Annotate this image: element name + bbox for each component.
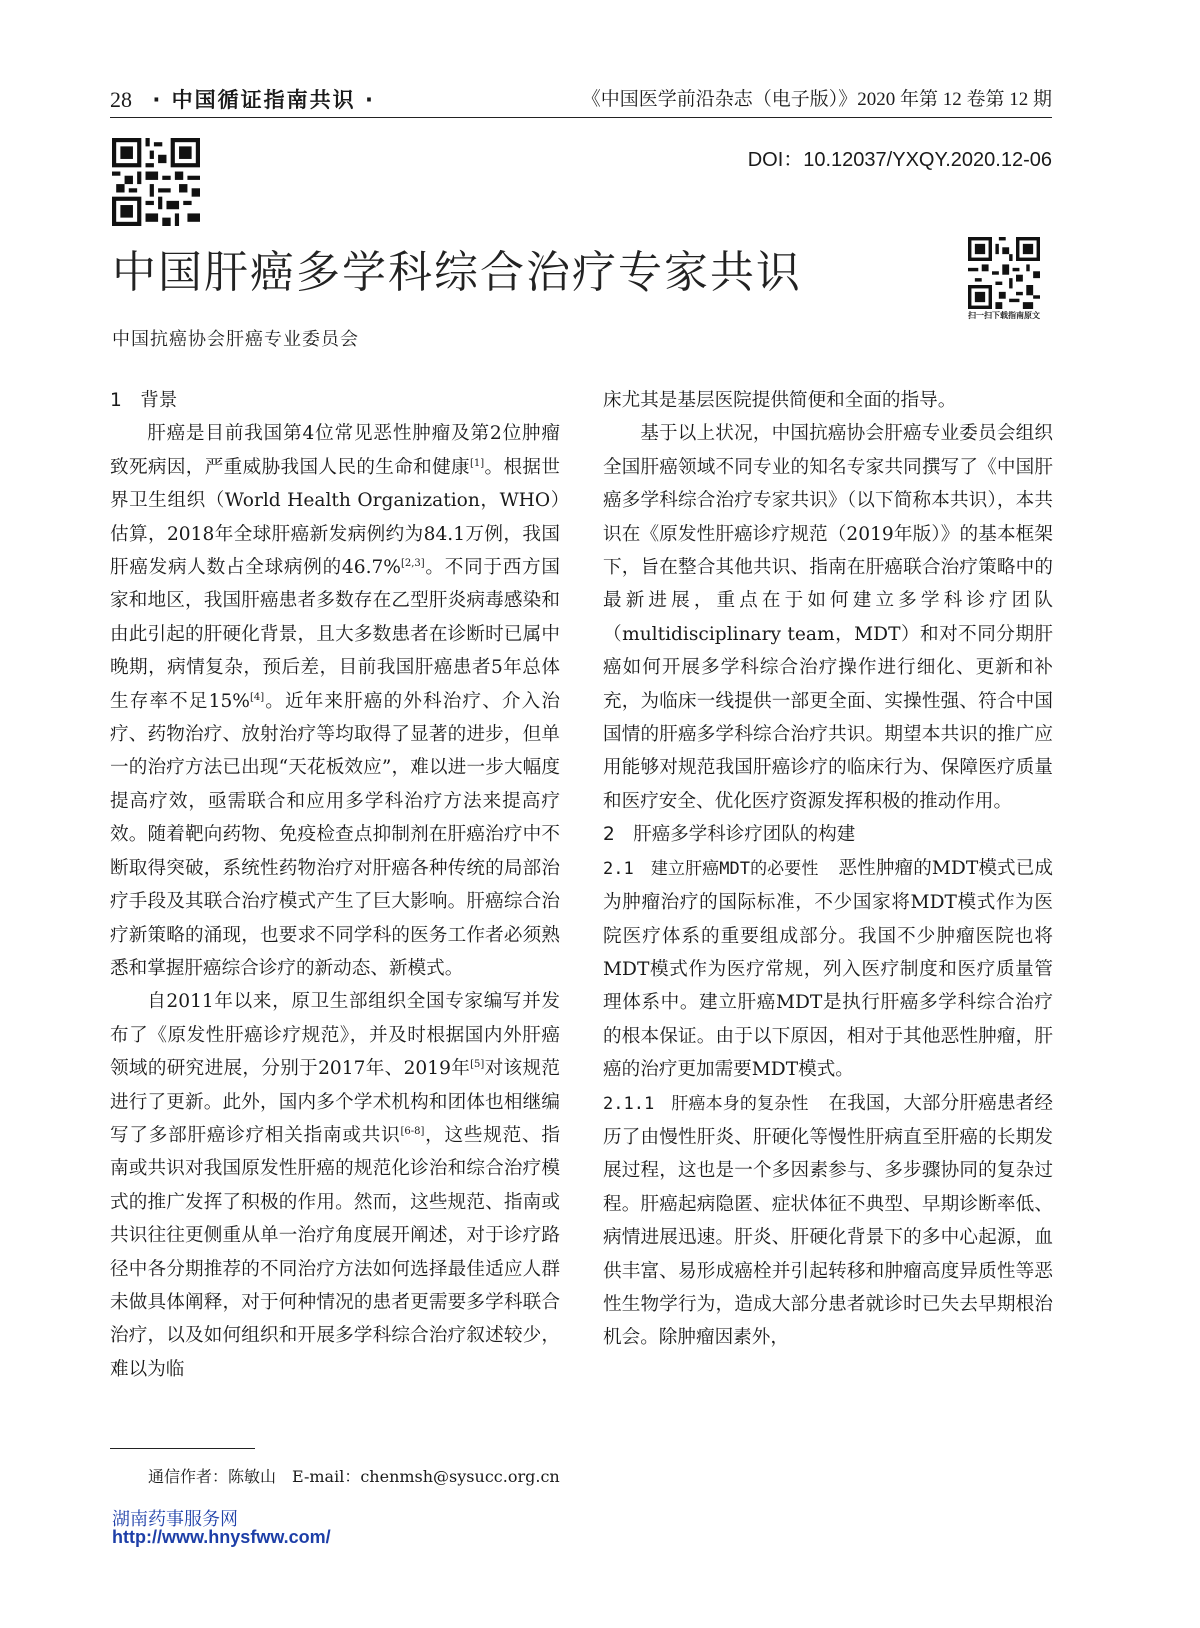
journal-section: · 中国循证指南共识 · <box>152 88 375 112</box>
watermark-url[interactable]: http://www.hnysfww.com/ <box>112 1527 331 1547</box>
citation: [1] <box>470 457 485 469</box>
author-organization: 中国抗癌协会肝癌专业委员会 <box>112 329 359 350</box>
left-column <box>110 384 560 1386</box>
citation: [5] <box>470 1058 485 1070</box>
paragraph: 肝癌是目前我国第4位常见恶性肿瘤及第2位肿瘤致死病因，严重威胁我国人民的生命和健康[1]。根据世界卫生组织（World Health Organization，WHO）估算，2018年全球肝癌新发病例约为84.1万例，我国肝癌发病人数占全球病例的46.7%[2,3]。不同于西方国家和地区，我国肝癌患者多数存在乙型肝炎病毒感染和由此引起的肝硬化背景，且大多数患者在诊断时已属中晚期，病情复杂，预后差，目前我国肝癌患者5年总体生存率不足15%[4]。近年来肝癌的外科治疗、介入治疗、药物治疗、放射治疗等均取得了显著的进步，但单一的治疗方法已出现“天花板效应”，难以进一步大幅度提高疗效，亟需联合和应用多学科治疗方法来提高疗效。随着靶向药物、免疫检查点抑制剂在肝癌治疗中不断取得突破，系统性药物治疗对肝癌各种传统的局部治疗手段及其联合治疗模式产生了巨大影响。肝癌综合治疗新策略的涌现，也要求不同学科的医务工作者必须熟悉和掌握肝癌综合诊疗的新动态、新模式。 <box>110 423 560 979</box>
subsection-heading: 2.1.1 肝癌本身的复杂性 <box>603 1093 809 1114</box>
qr-caption: 扫一扫下载指南原文 <box>968 311 1040 320</box>
doi: DOI：10.12037/YXQY.2020.12-06 <box>747 149 1052 171</box>
running-header-left <box>110 84 375 114</box>
subsection-paragraph: 2.1 建立肝癌MDT的必要性 恶性肿瘤的MDT模式已成为肿瘤治疗的国际标准，不少国家将MDT模式作为医院医疗体系的重要组成部分。我国不少肿瘤医院也将MDT模式作为医疗常规，列入医疗制度和医疗质量管理体系中。建立肝癌MDT是执行肝癌多学科综合治疗的根本保证。由于以下原因，相对于其他恶性肿瘤，肝癌的治疗更加需要MDT模式。 <box>603 857 1053 1081</box>
qr-code-icon <box>112 138 200 226</box>
citation: [6-8] <box>400 1125 425 1137</box>
corresponding-author: 通信作者：陈敏山 E-mail：chenmsh@sysucc.org.cn <box>148 1467 560 1486</box>
footnote-rule <box>110 1448 255 1449</box>
right-column <box>603 384 1053 1355</box>
paragraph: 床尤其是基层医院提供简便和全面的指导。 <box>603 390 957 411</box>
watermark-site-name: 湖南药事服务网 <box>112 1509 238 1530</box>
journal-issue: 《中国医学前沿杂志（电子版）》2020 年第 12 卷第 12 期 <box>581 89 1052 110</box>
subsection-paragraph: 2.1.1 肝癌本身的复杂性 在我国，大部分肝癌患者经历了由慢性肝炎、肝硬化等慢性肝病直至肝癌的长期发展过程，这也是一个多因素参与、多步骤协同的复杂过程。肝癌起病隐匿、症状体征不典型、早期诊断率低、病情进展迅速。肝炎、肝硬化背景下的多中心起源，血供丰富、易形成癌栓并引起转移和肿瘤高度异质性等恶性生物学行为，造成大部分患者就诊时已失去早期根治机会。除肿瘤因素外， <box>603 1092 1053 1349</box>
citation: [4] <box>249 691 265 703</box>
subsection-heading: 2.1 建立肝癌MDT的必要性 <box>603 858 819 879</box>
citation: [2,3] <box>400 557 425 569</box>
article-title: 中国肝癌多学科综合治疗专家共识 <box>112 247 802 298</box>
page-number: 28 <box>110 87 132 112</box>
section-heading: 1 背景 <box>110 390 178 411</box>
section-heading: 2 肝癌多学科诊疗团队的构建 <box>603 824 856 846</box>
header-rule <box>110 117 1052 118</box>
paragraph: 基于以上状况，中国抗癌协会肝癌专业委员会组织全国肝癌领域不同专业的知名专家共同撰写了《中国肝癌多学科综合治疗专家共识》（以下简称本共识），本共识在《原发性肝癌诊疗规范（2019年版）》的基本框架下，旨在整合其他共识、指南在肝癌联合治疗策略中的最新进展，重点在于如何建立多学科诊疗团队（multidisciplinary team，MDT）和对不同分期肝癌如何开展多学科综合治疗操作进行细化、更新和补充，为临床一线提供一部更全面、实操性强、符合中国国情的肝癌多学科综合治疗共识。期望本共识的推广应用能够对规范我国肝癌诊疗的临床行为、保障医疗质量和医疗安全、优化医疗资源发挥积极的推动作用。 <box>603 423 1053 812</box>
paragraph: 自2011年以来，原卫生部组织全国专家编写并发布了《原发性肝癌诊疗规范》，并及时根据国内外肝癌领域的研究进展，分别于2017年、2019年[5]对该规范进行了更新。此外，国内多个学术机构和团体也相继编写了多部肝癌诊疗相关指南或共识[6-8]，这些规范、指南或共识对我国原发性肝癌的规范化诊治和综合治疗模式的推广发挥了积极的作用。然而，这些规范、指南或共识往往更侧重从单一治疗角度展开阐述，对于诊疗路径中各分期推荐的不同治疗方法如何选择最佳适应人群未做具体阐释，对于何种情况的患者更需要多学科联合治疗，以及如何组织和开展多学科综合治疗叙述较少，难以为临 <box>110 991 560 1380</box>
qr-code-icon <box>968 237 1040 309</box>
